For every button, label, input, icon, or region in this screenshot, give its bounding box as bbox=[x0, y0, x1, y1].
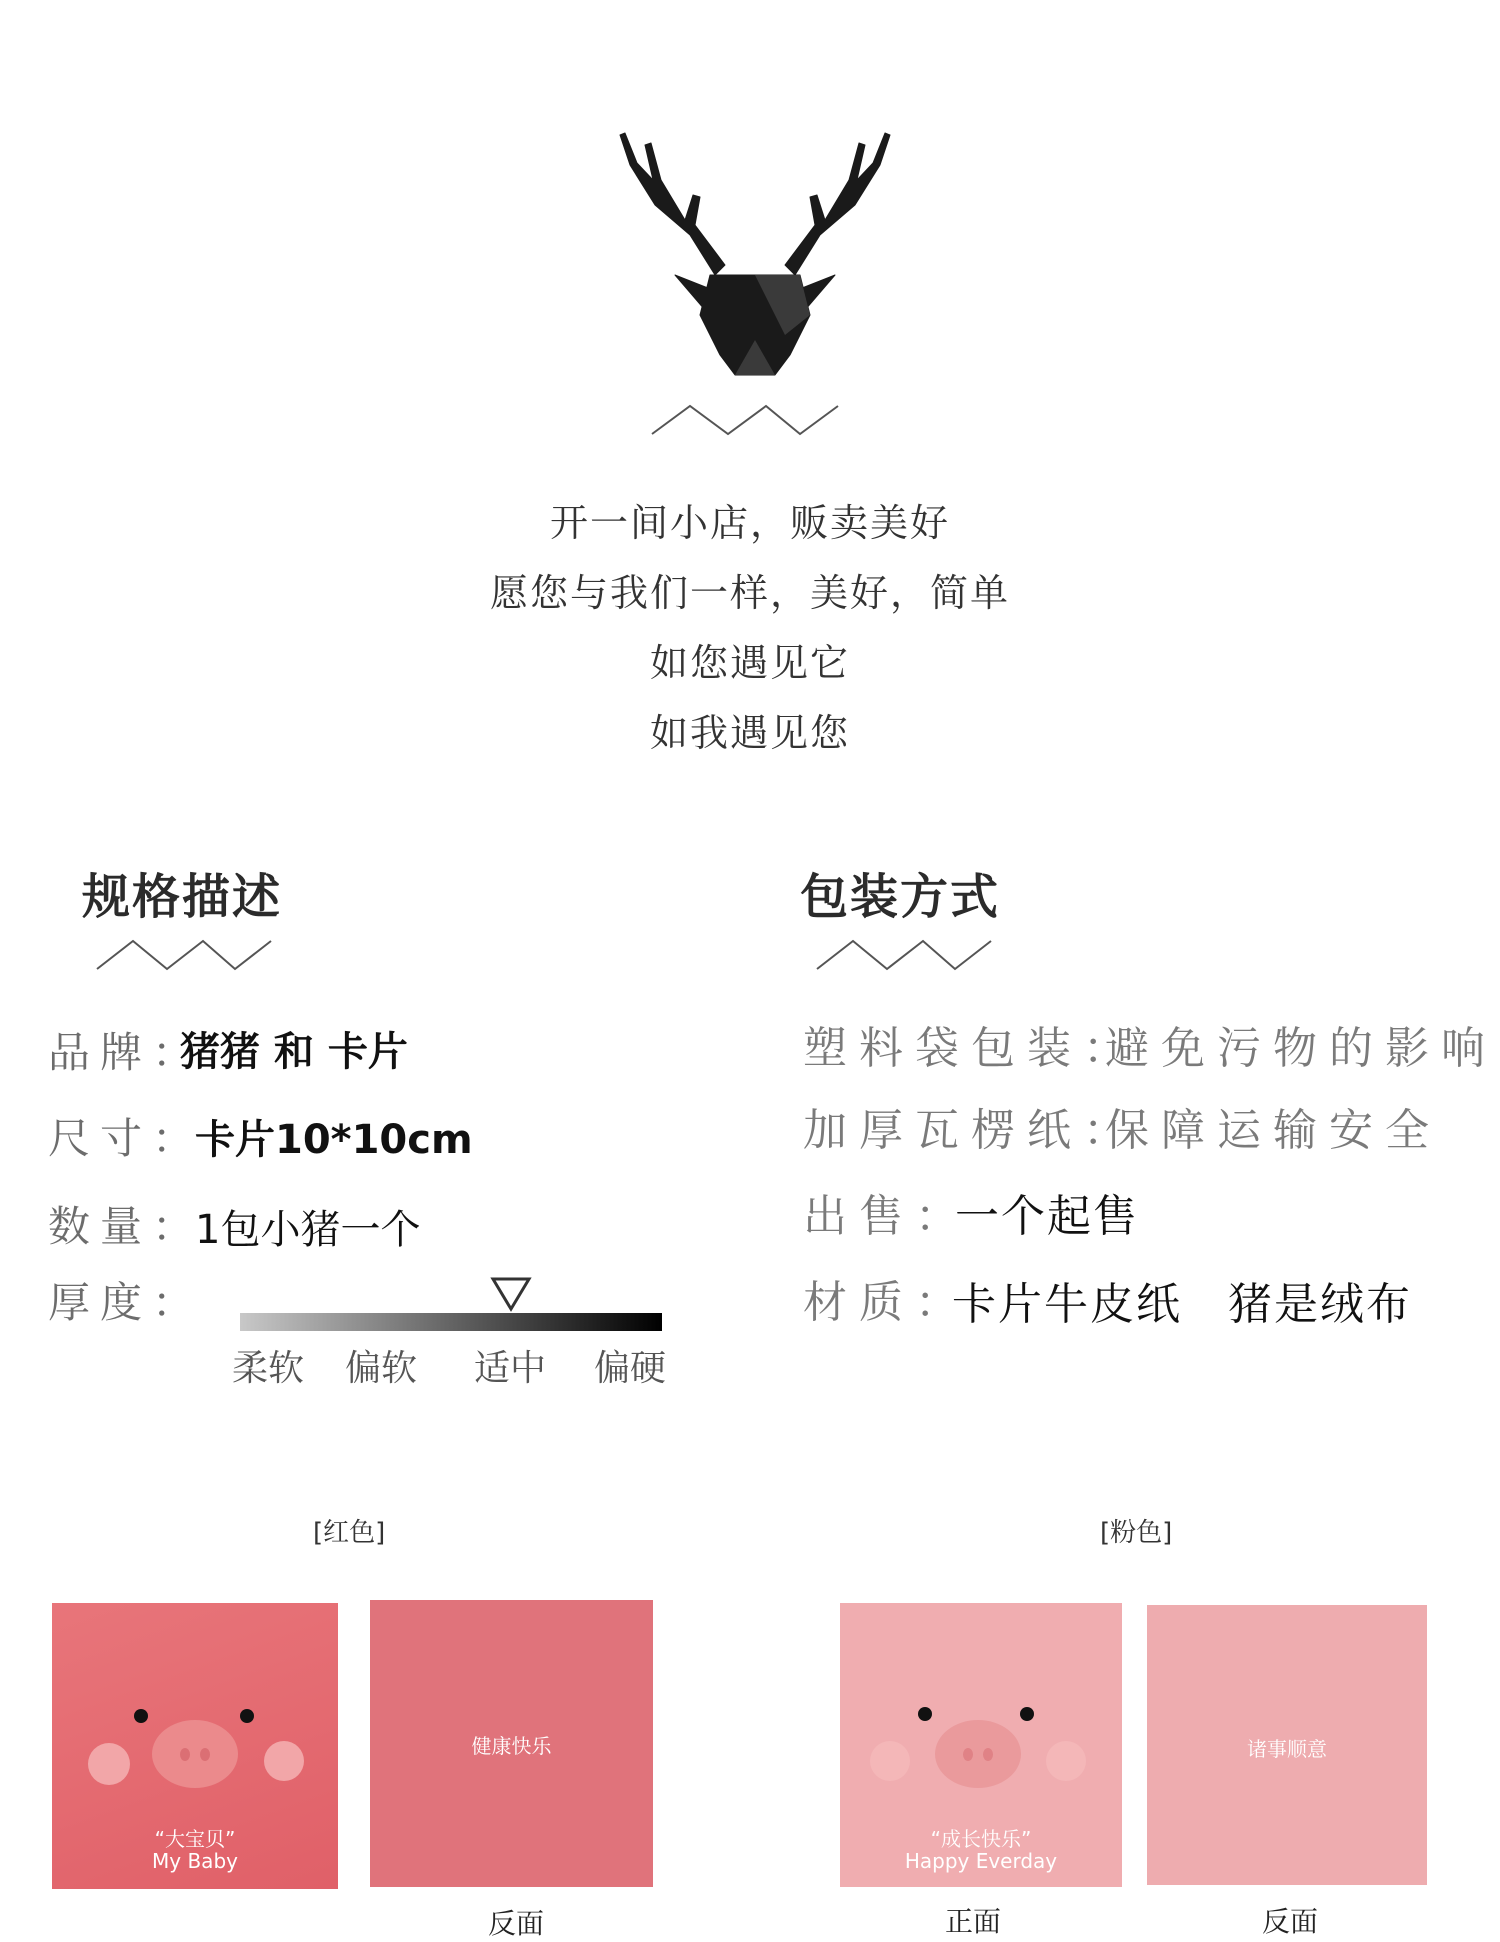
pig-nostril bbox=[200, 1748, 210, 1761]
pig-nose bbox=[935, 1720, 1021, 1788]
thickness-label: 厚度： bbox=[48, 1278, 205, 1327]
box-packing-value: 保障运输安全 bbox=[1105, 1105, 1441, 1156]
quantity-label: 数量： bbox=[48, 1202, 205, 1251]
pig-eye-right bbox=[240, 1709, 254, 1723]
pig-nostril bbox=[963, 1748, 973, 1761]
pink-card-front bbox=[840, 1603, 1122, 1887]
pig-nostril bbox=[180, 1748, 190, 1761]
material-label: 材质： bbox=[803, 1277, 971, 1328]
thickness-indicator-triangle bbox=[490, 1276, 532, 1312]
pig-cheek-right bbox=[1046, 1741, 1086, 1781]
pink-front-side-label: 正面 bbox=[945, 1905, 1002, 1938]
red-card-back-text: 健康快乐 bbox=[471, 1734, 552, 1758]
thickness-option-soft: 柔软 bbox=[232, 1348, 305, 1389]
thickness-option-softish: 偏软 bbox=[345, 1348, 418, 1389]
red-card-back bbox=[370, 1600, 653, 1887]
sale-value: 一个起售 bbox=[955, 1191, 1139, 1242]
red-variant-tag: [红色] bbox=[313, 1518, 386, 1548]
pig-cheek-left bbox=[870, 1741, 910, 1781]
bag-packing-value: 避免污物的影响 bbox=[1105, 1023, 1497, 1074]
deer-head-logo bbox=[595, 125, 915, 385]
size-value: 卡片10*10cm bbox=[195, 1117, 473, 1163]
zigzag-divider bbox=[815, 935, 995, 975]
pig-eye-left bbox=[134, 1709, 148, 1723]
pig-cheek-right bbox=[264, 1741, 304, 1781]
thickness-gradient-bar bbox=[240, 1313, 662, 1331]
packing-heading: 包装方式 bbox=[800, 869, 1001, 925]
red-back-side-label: 反面 bbox=[488, 1907, 545, 1940]
zigzag-divider bbox=[95, 935, 275, 975]
pink-card-front-subtext: Happy Everday bbox=[904, 1849, 1058, 1873]
box-packing-label: 加厚瓦楞纸： bbox=[803, 1105, 1139, 1156]
pink-card-front-text: “成长快乐” bbox=[930, 1827, 1032, 1851]
red-card-front-text: “大宝贝” bbox=[154, 1827, 236, 1851]
material-value: 卡片牛皮纸 猪是绒布 bbox=[952, 1279, 1412, 1330]
pig-eye-left bbox=[918, 1707, 932, 1721]
slogan-line-2: 愿您与我们一样，美好，简单 bbox=[489, 571, 1010, 615]
pink-card-back bbox=[1147, 1605, 1427, 1885]
pig-nose bbox=[152, 1720, 238, 1788]
slogan-line-1: 开一间小店，贩卖美好 bbox=[549, 501, 950, 545]
thickness-option-medium: 适中 bbox=[474, 1348, 547, 1389]
slogan-line-4: 如我遇见您 bbox=[649, 711, 850, 755]
red-card-front bbox=[52, 1603, 338, 1889]
pink-card-back-text: 诸事顺意 bbox=[1247, 1737, 1327, 1761]
spec-heading: 规格描述 bbox=[82, 869, 283, 925]
zigzag-divider bbox=[650, 400, 840, 440]
bag-packing-label: 塑料袋包装： bbox=[803, 1023, 1139, 1074]
quantity-value: 1包小猪一个 bbox=[195, 1207, 421, 1253]
size-label: 尺寸： bbox=[48, 1114, 205, 1163]
pig-nostril bbox=[983, 1748, 993, 1761]
sale-label: 出售： bbox=[803, 1191, 971, 1242]
red-card-front-subtext: My Baby bbox=[152, 1849, 238, 1873]
pig-eye-right bbox=[1020, 1707, 1034, 1721]
thickness-option-hard: 偏硬 bbox=[594, 1348, 667, 1389]
pink-back-side-label: 反面 bbox=[1262, 1905, 1319, 1938]
pig-cheek-left bbox=[88, 1743, 130, 1785]
slogan-line-3: 如您遇见它 bbox=[649, 641, 850, 685]
pink-variant-tag: [粉色] bbox=[1100, 1518, 1173, 1548]
brand-label: 品牌： bbox=[48, 1028, 205, 1077]
brand-value: 猪猪 和 卡片 bbox=[180, 1029, 408, 1075]
